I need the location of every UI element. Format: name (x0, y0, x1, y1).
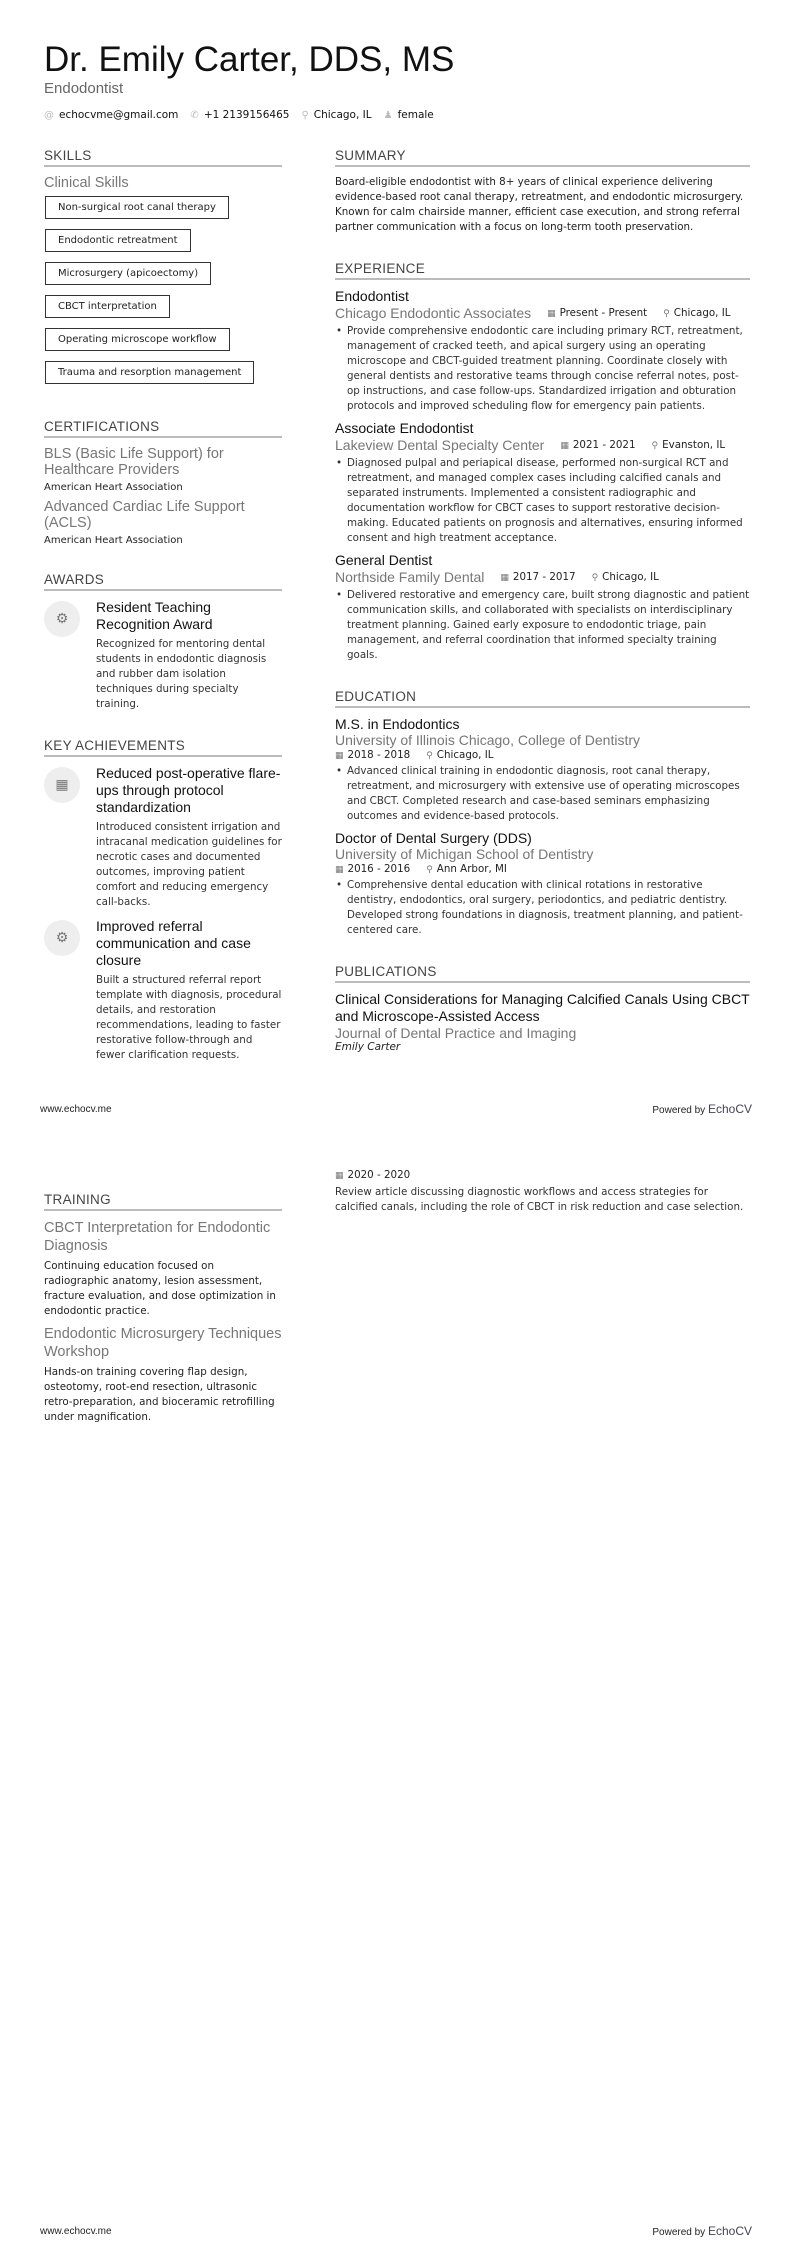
section-title: CERTIFICATIONS (44, 419, 282, 438)
job-role: Associate Endodontist (335, 420, 474, 436)
job-company: Northside Family Dental (335, 569, 485, 585)
summary-section (335, 148, 750, 235)
contact-gender (384, 109, 434, 121)
footer-powered[interactable] (652, 1102, 752, 1116)
location-text: Chicago, IL (313, 109, 372, 121)
calendar-icon: ▦ (335, 865, 344, 875)
job-role: Endodontist (335, 288, 409, 304)
email-text: echocvme@gmail.com (59, 109, 179, 121)
page-2 (0, 1123, 794, 2246)
achievement-title: Improved referral communication and case closure (96, 918, 251, 968)
contact-location (301, 109, 371, 121)
publications-section (335, 964, 750, 1053)
job-location: Evanston, IL (662, 439, 726, 451)
achievement-item (44, 765, 282, 910)
phone-icon: ✆ (190, 110, 199, 121)
cert-item (44, 446, 282, 493)
education-list (335, 716, 750, 938)
job-meta (335, 569, 750, 585)
location-icon: ⚲ (426, 751, 433, 761)
candidate-name: Dr. Emily Carter, DDS, MS (44, 40, 455, 79)
cert-item (44, 499, 282, 546)
job-meta (335, 305, 750, 321)
skill-tag: Non-surgical root canal therapy (45, 196, 229, 219)
calendar-icon: ▦ (560, 441, 569, 451)
job-role: General Dentist (335, 552, 433, 568)
contact-email[interactable] (44, 109, 178, 121)
section-title: SKILLS (44, 148, 282, 167)
summary-text: Board-eligible endodontist with 8+ years of clinical experience delivering evidence-based root canal therapy, retreatment, and endodontic microsurgery. Known for calm chairside manner, efficient case execution, and strong referral partner communication with a focus on long-term tooth preservation. (335, 176, 744, 233)
education-item (335, 716, 750, 824)
publication-author: Emily Carter (335, 1041, 401, 1053)
right-column (335, 148, 750, 1079)
section-title: KEY ACHIEVEMENTS (44, 738, 282, 757)
skills-section (44, 148, 282, 393)
contact-row (44, 109, 434, 121)
publication-journal: Journal of Dental Practice and Imaging (335, 1025, 577, 1041)
job-location: Chicago, IL (602, 571, 659, 583)
experience-item (335, 420, 750, 546)
job-dates: 2017 - 2017 (512, 571, 576, 583)
training-item (44, 1219, 282, 1319)
education-location: Chicago, IL (436, 749, 494, 761)
location-icon: ⚲ (651, 441, 659, 451)
section-title: EDUCATION (335, 689, 750, 708)
calendar-icon: ▦ (500, 573, 509, 583)
job-bullet: • Provide comprehensive endodontic care including primary RCT, retreatment, management of cracked teeth, and apical surgery using an operating microscope and CBCT-guided treatment planning. Coordinate closely with general dentists and restorative teams through concise referral notes, post-op instructions, and case follow-ups. Standardized irrigation and obturation protocols and improved scheduling flow for emergency pain patients. (335, 324, 750, 414)
cert-org: American Heart Association (44, 482, 183, 493)
school: University of Michigan School of Dentistry (335, 846, 594, 862)
publication-title: Clinical Considerations for Managing Calcified Canals Using CBCT and Microscope-Assisted Access (335, 991, 750, 1024)
award-title: Resident Teaching Recognition Award (96, 599, 213, 632)
skill-tags (44, 195, 282, 393)
footer-powered[interactable] (652, 2224, 752, 2238)
skill-tag: Operating microscope workflow (45, 328, 230, 351)
experience-section (335, 261, 750, 663)
education-section (335, 689, 750, 938)
award-item (44, 599, 282, 712)
skill-tag: CBCT interpretation (45, 295, 170, 318)
brand-logo: EchoCV (707, 2224, 752, 2238)
publication-desc: Review article discussing diagnostic workflows and access strategies for calcified canals, including the role of CBCT in risk reduction and case selection. (335, 1186, 744, 1213)
education-dates: 2018 - 2018 (347, 749, 411, 761)
education-item (335, 830, 750, 938)
education-dates: 2016 - 2016 (347, 863, 411, 875)
experience-item (335, 288, 750, 414)
education-bullet: • Comprehensive dental education with clinical rotations in restorative dentistry, endodontics, oral surgery, periodontics, and pediatric dentistry. Developed strong foundations in diagnosis, treatment planning, and patient-centered care. (335, 878, 750, 938)
building-icon: ▦ (44, 767, 80, 803)
skill-tag: Microsurgery (apicoectomy) (45, 262, 211, 285)
skill-tag: Endodontic retreatment (45, 229, 191, 252)
candidate-title: Endodontist (44, 80, 124, 97)
training-section (44, 1192, 282, 1425)
publication-dates: 2020 - 2020 (347, 1169, 411, 1181)
section-title: PUBLICATIONS (335, 964, 750, 983)
powered-by-text: Powered by (652, 2227, 706, 2238)
footer-site-link[interactable]: www.echocv.me (40, 1104, 112, 1115)
location-icon: ⚲ (591, 573, 599, 583)
certifications-section (44, 419, 282, 546)
footer-site-link[interactable]: www.echocv.me (40, 2226, 112, 2237)
education-bullet: • Advanced clinical training in endodontic diagnosis, root canal therapy, retreatment, and microsurgery with extensive use of operating microscopes and CBCT. Completed research and case-based seminars emphasizing outcomes and evidence-based protocols. (335, 764, 750, 824)
achievement-item (44, 918, 282, 1063)
brand-logo: EchoCV (707, 1102, 752, 1116)
school: University of Illinois Chicago, College of Dentistry (335, 732, 641, 748)
phone-text: +1 2139156465 (203, 109, 290, 121)
education-meta (335, 749, 750, 761)
gender-text: female (397, 109, 434, 121)
gear-icon: ⚙ (44, 920, 80, 956)
right-column (335, 1168, 750, 1215)
experience-item (335, 552, 750, 663)
cert-name: Advanced Cardiac Life Support (ACLS) (44, 499, 245, 531)
gear-icon: ⚙ (44, 601, 80, 637)
degree: M.S. in Endodontics (335, 716, 460, 732)
location-icon: ⚲ (663, 309, 670, 319)
powered-by-text: Powered by (652, 1105, 706, 1116)
publication-meta (335, 1169, 750, 1181)
cert-name: BLS (Basic Life Support) for Healthcare Providers (44, 446, 224, 478)
calendar-icon: ▦ (335, 751, 344, 761)
training-name: Endodontic Microsurgery Techniques Workshop (44, 1326, 282, 1360)
achievement-desc: Introduced consistent irrigation and intracanal medication guidelines for necrotic cases and documented outcomes, improving patient comfort and reducing emergency call-backs. (96, 821, 282, 908)
training-item (44, 1325, 282, 1425)
achievement-desc: Built a structured referral report template with diagnosis, procedural details, and restoration recommendations, leading to faster restorative follow-through and fewer clarification requests. (96, 974, 282, 1061)
job-bullet: • Diagnosed pulpal and periapical disease, performed non-surgical RCT and retreatment, and managed complex cases including calcified canals and separated instruments. Implemented a consistent radiographic and documentation workflow for CBCT cases to support restorative decision-making. Educated patients on prognosis and alternatives, ensuring informed consent and high treatment acceptance. (335, 456, 750, 546)
training-name: CBCT Interpretation for Endodontic Diagnosis (44, 1220, 271, 1254)
calendar-icon: ▦ (335, 1171, 344, 1181)
skill-group-title: Clinical Skills (44, 175, 129, 191)
job-company: Chicago Endodontic Associates (335, 305, 532, 321)
location-icon: ⚲ (301, 110, 309, 121)
training-desc: Continuing education focused on radiographic anatomy, lesion assessment, fracture evaluation, and dose optimization in endodontic practice. (44, 1260, 276, 1317)
experience-list (335, 288, 750, 663)
person-icon: ♟ (383, 110, 393, 121)
calendar-icon: ▦ (547, 309, 556, 319)
left-column (44, 148, 282, 1089)
cert-org: American Heart Association (44, 535, 183, 546)
degree: Doctor of Dental Surgery (DDS) (335, 830, 532, 846)
achievement-title: Reduced post-operative flare-ups through protocol standardization (96, 765, 281, 815)
job-meta (335, 437, 750, 453)
left-column (44, 1192, 282, 1451)
job-location: Chicago, IL (673, 307, 731, 319)
location-icon: ⚲ (426, 865, 433, 875)
education-meta (335, 863, 750, 875)
job-company: Lakeview Dental Specialty Center (335, 437, 545, 453)
awards-section (44, 572, 282, 712)
skill-tag: Trauma and resorption management (45, 361, 254, 384)
contact-phone[interactable] (190, 109, 289, 121)
job-dates: 2021 - 2021 (572, 439, 636, 451)
education-location: Ann Arbor, MI (436, 863, 507, 875)
section-title: TRAINING (44, 1192, 282, 1211)
job-bullet: • Delivered restorative and emergency care, built strong diagnostic and patient communication skills, and collaborated with specialists on interdisciplinary treatment planning. Gained early exposure to endodontic triage, pain management, and referral coordination that informed specialty training goals. (335, 588, 750, 663)
section-title: AWARDS (44, 572, 282, 591)
award-desc: Recognized for mentoring dental students in endodontic diagnosis and rubber dam isolation techniques during specialty training. (96, 638, 267, 710)
section-title: SUMMARY (335, 148, 750, 167)
training-desc: Hands-on training covering flap design, osteotomy, root-end resection, ultrasonic retro-preparation, and bioceramic retrofilling under magnification. (44, 1366, 275, 1423)
at-icon: @ (44, 110, 54, 121)
section-title: EXPERIENCE (335, 261, 750, 280)
achievements-section (44, 738, 282, 1063)
job-dates: Present - Present (559, 307, 648, 319)
